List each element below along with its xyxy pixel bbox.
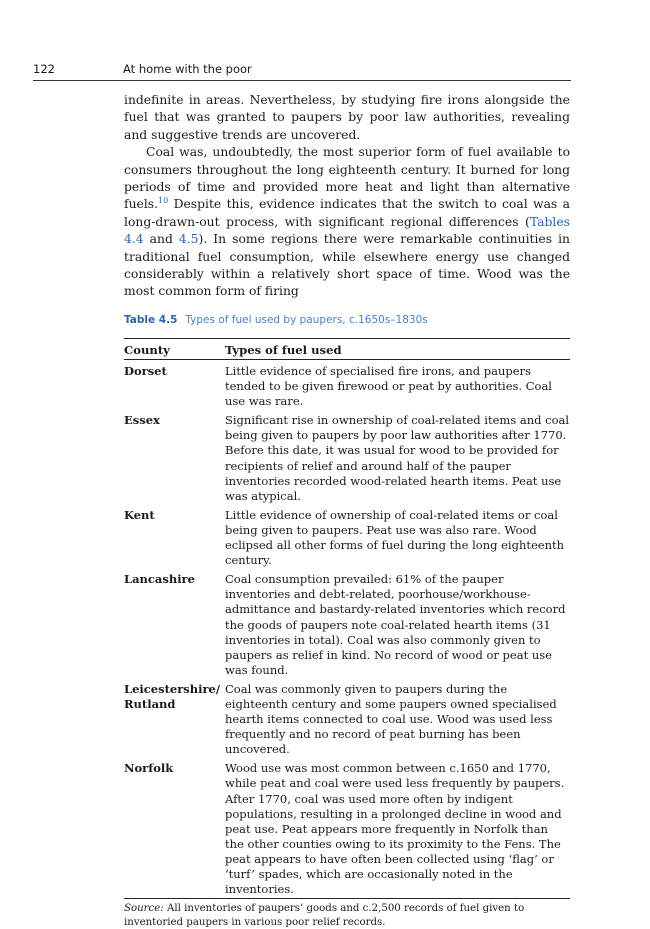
fuel-cell: Coal was commonly given to paupers during the eighteenth century and some paupers owned specialised hearth items connected to coal use. Wood was used less frequently and no record of peat burning has been uncovered. — [225, 681, 557, 757]
county-cell: Lancashire — [124, 572, 195, 587]
county-cell: Leicestershire/ Rutland — [124, 681, 221, 711]
fuel-cell: Wood use was most common between c.1650 and 1770, while peat and coal were used less frequently by paupers. After 1770, coal was used more often by indigent populations, resulting in a prolonged decline in wood and peat use. Peat appears more frequently in Norfolk than the other counties owing to its proximity to the Fens. The peat appears to have often been collected using ‘flag’ or ‘turf’ spades, which are occasionally noted in the inventories. — [225, 761, 565, 897]
source-label: Source: — [124, 903, 164, 915]
table-row — [124, 364, 570, 409]
table-row — [124, 413, 570, 504]
paragraph-2-text-a: Coal was, undoubtedly, the most superior form of fuel available to consumers throughout the long eighteenth century. It burned for long periods of time and provided more heat and light than alternative fuels. — [124, 145, 570, 212]
paragraph-1: indefinite in areas. Nevertheless, by studying fire irons alongside the fuel that was granted to paupers by poor law authorities, revealing and suggestive trends are uncovered. — [124, 93, 570, 142]
paragraph-2-and: and — [143, 232, 179, 247]
fuel-cell: Significant rise in ownership of coal-related items and coal being given to paupers by poor law authorities after 1770. Before this date, it was usual for wood to be provided for recipients of relief and around half of the pauper inventories recorded wood-related hearth items. Peat use was atypical. — [225, 413, 570, 503]
column-header-fuel: Types of fuel used — [225, 343, 342, 357]
paragraph-2-text-c: ). In some regions there were remarkable continuities in traditional fuel consumption, while elsewhere energy use changed considerably within a relatively short space of time. Wood was the most common form of firing — [124, 232, 570, 299]
table-title: Types of fuel used by paupers, c.1650s–1830s — [185, 314, 428, 326]
footnote-ref-10[interactable]: 10 — [158, 196, 169, 206]
table-4-4-link[interactable]: Tables 4.4 — [124, 214, 570, 247]
table-row — [124, 508, 570, 568]
fuel-table — [124, 338, 570, 929]
table-bottom-rule — [124, 898, 570, 899]
table-header-row — [124, 339, 570, 360]
body-text — [124, 92, 570, 301]
header-rule — [33, 80, 571, 81]
table-4-5-link[interactable]: 4.5 — [178, 232, 199, 247]
page-number: 122 — [33, 62, 55, 76]
column-header-county: County — [124, 343, 170, 357]
source-text: All inventories of paupers’ goods and c.2,500 records of fuel given to inventoried paupers in various poor relief records. — [124, 903, 525, 928]
paragraph-2-text-b: Despite this, evidence indicates that the switch to coal was a long-drawn-out process, with significant regional differences ( — [124, 197, 570, 229]
county-cell: Norfolk — [124, 761, 174, 776]
fuel-cell: Little evidence of ownership of coal-related items or coal being given to paupers. Peat use was also rare. Wood eclipsed all other forms of fuel during the long eighteenth century. — [225, 507, 565, 568]
fuel-cell: Little evidence of specialised fire irons, and paupers tended to be given firewood or peat by authorities. Coal use was rare. — [225, 364, 552, 409]
table-caption — [124, 314, 570, 326]
county-cell: Kent — [124, 507, 155, 522]
running-header — [33, 62, 571, 78]
county-cell: Essex — [124, 413, 160, 428]
table-source-note — [124, 902, 570, 929]
running-title: At home with the poor — [123, 62, 252, 76]
county-cell: Dorset — [124, 364, 167, 378]
table-row — [124, 572, 570, 678]
paragraph-2 — [124, 144, 570, 301]
table-number: Table 4.5 — [124, 314, 178, 326]
fuel-cell: Coal consumption prevailed: 61% of the pauper inventories and debt-related, poorhouse/workhouse-admittance and bastardy-related inventories which record the goods of paupers note coal-related hearth items (31 inventories in total). Coal was also commonly given to paupers as relief in kind. No record of wood or peat use was found. — [225, 572, 566, 677]
table-row — [124, 682, 570, 757]
table-row — [124, 761, 570, 897]
